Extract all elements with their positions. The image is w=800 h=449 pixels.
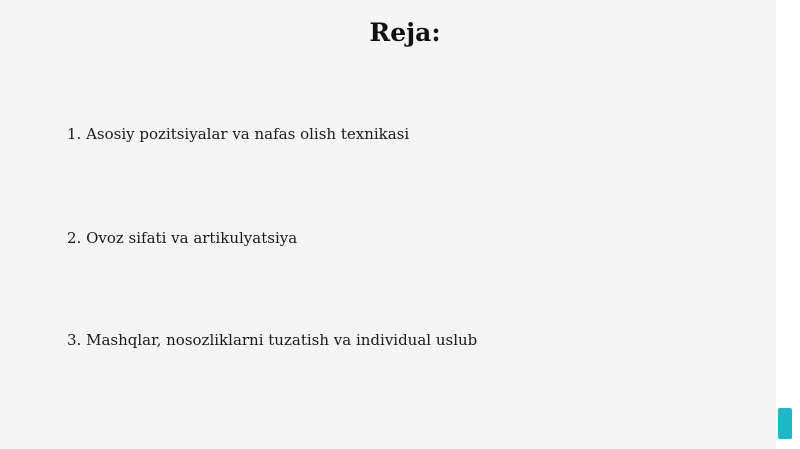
- plan-item-1: 1. Asosiy pozitsiyalar va nafas olish texnikasi: [67, 125, 410, 143]
- scrollbar-thumb[interactable]: [778, 408, 792, 439]
- plan-item-3: 3. Mashqlar, nosozliklarni tuzatish va individual uslub: [67, 331, 478, 349]
- scrollbar-track[interactable]: [776, 0, 800, 449]
- slide-title: Reja:: [369, 18, 441, 47]
- plan-item-2: 2. Ovoz sifati va artikulyatsiya: [67, 229, 298, 247]
